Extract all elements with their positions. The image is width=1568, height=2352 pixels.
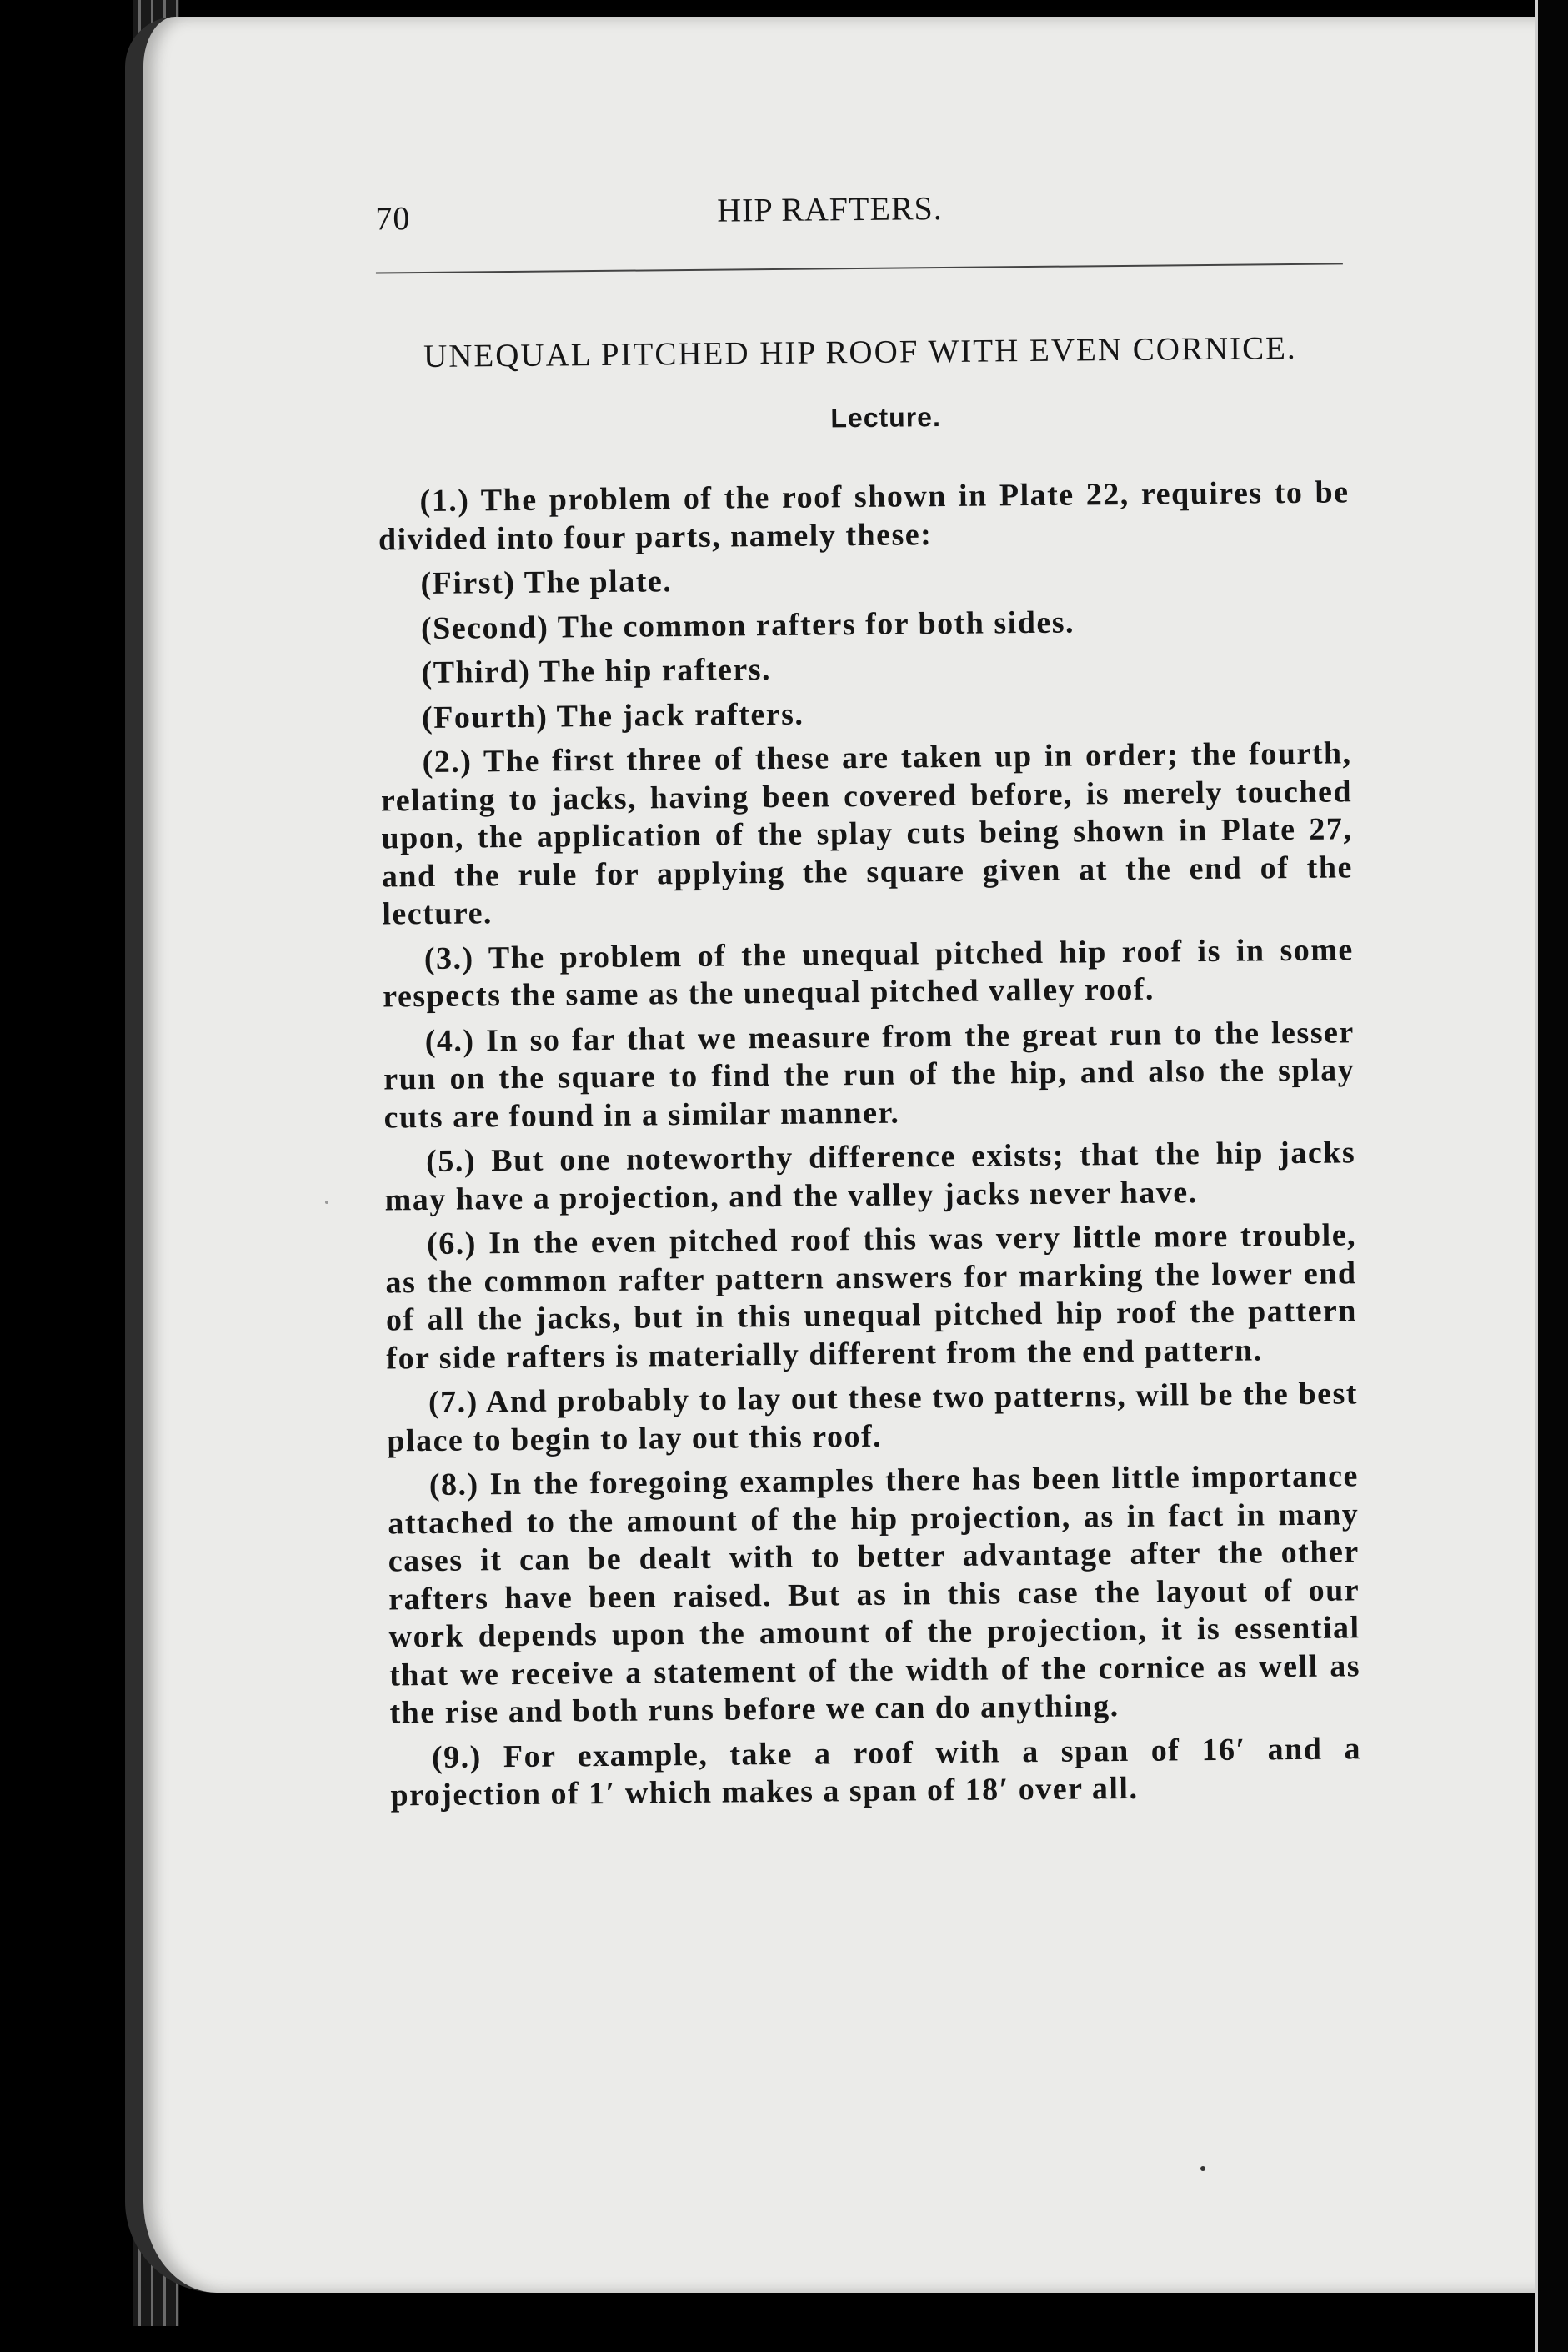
- list-item-second: (Second) The common rafters for both sides.: [420, 604, 1075, 646]
- running-title: HIP RAFTERS.: [717, 189, 944, 229]
- list-item-third: (Third) The hip rafters.: [421, 652, 772, 691]
- list-item-fourth: (Fourth) The jack rafters.: [421, 696, 804, 735]
- ink-speck: [1200, 2166, 1205, 2171]
- header-rule: [376, 263, 1343, 273]
- body-text: [378, 474, 1361, 1815]
- paragraph-9: (9.) For example, take a roof with a span of 16′ and a projection of 1′ which makes a span of 18′ over all.: [390, 1730, 1362, 1813]
- paragraph-7: (7.) And probably to lay out these two patterns, will be the best place to begin to lay out this roof.: [387, 1376, 1359, 1458]
- running-head: [250, 181, 1351, 250]
- paragraph-2: (2.) The first three of these are taken up in order; the fourth, relating to jacks, having been covered before, is merely touched upon, the application of the splay cuts being shown in Plate 27, and the rule for applying the square given at the end of the lecture.: [380, 735, 1354, 932]
- paragraph-4: (4.) In so far that we measure from the great run to the lesser run on the square to find the run of the hip, and also the splay cuts are found in a similar manner.: [383, 1014, 1355, 1136]
- paragraph-1: (1.) The problem of the roof shown in Plate 22, requires to be divided into four parts, namely these:: [378, 474, 1350, 558]
- facing-page-edge: [1535, 0, 1568, 2352]
- page-number: 70: [375, 199, 411, 238]
- list-item-first: (First) The plate.: [420, 564, 673, 602]
- ink-speck: [325, 1201, 328, 1204]
- section-title: UNEQUAL PITCHED HIP ROOF WITH EVEN CORNICE.: [423, 329, 1297, 375]
- page-content: [250, 181, 1366, 1823]
- paragraph-8: (8.) In the foregoing examples there has been little importance attached to the amount of the hip projection, as in fact in many cases it can be dealt with to better advantage after the other rafters have been raised. But as in this case the layout of our work depends upon the amount of the projection, it is essential that we receive a statement of the width of the cornice as well as the rise and both runs before we can do anything.: [388, 1458, 1361, 1731]
- paragraph-6: (6.) In the even pitched roof this was very little more trouble, as the common rafter pattern answers for marking the lower end of all the jacks, but in this unequal pitched hip roof the pattern for side rafters is materially different from the end pattern.: [385, 1217, 1358, 1376]
- lecture-subtitle: Lecture.: [830, 402, 942, 434]
- paragraph-5: (5.) But one noteworthy difference exists; that the hip jacks may have a projection, and the valley jacks never have.: [384, 1135, 1356, 1218]
- paragraph-3: (3.) The problem of the unequal pitched hip roof is in some respects the same as the unequal pitched valley roof.: [383, 931, 1354, 1015]
